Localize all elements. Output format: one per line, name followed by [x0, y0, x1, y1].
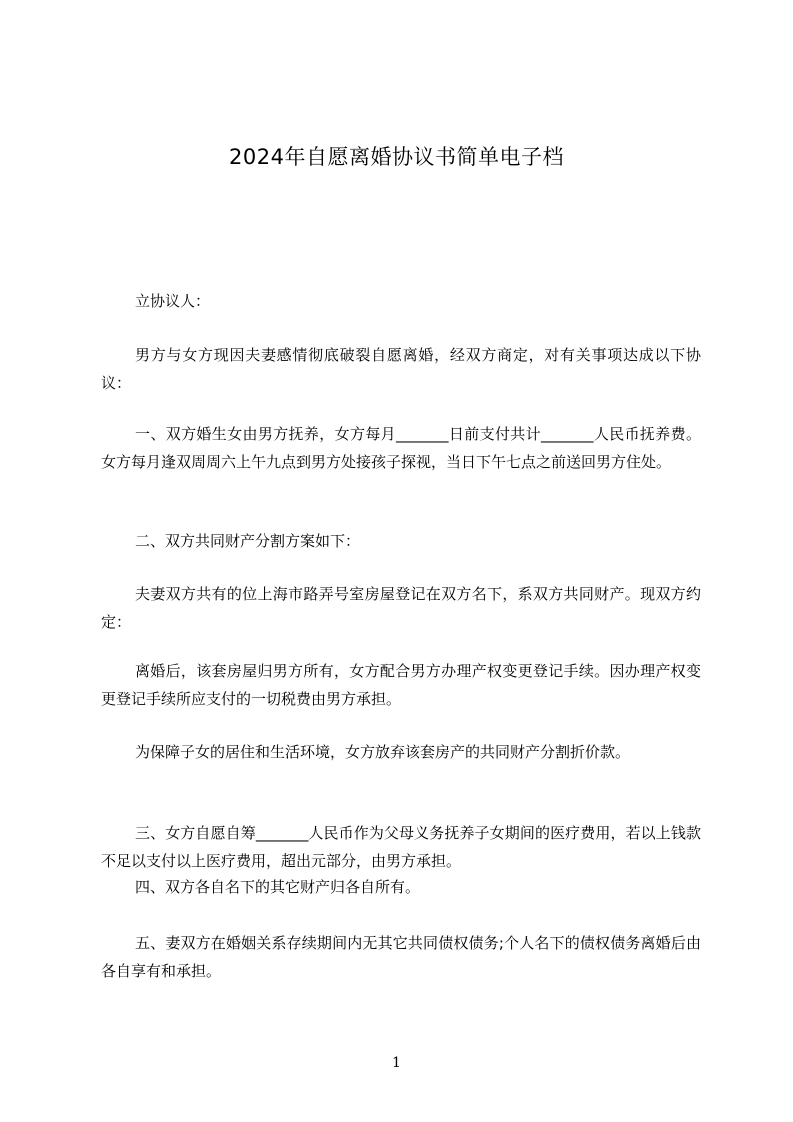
paragraph-intro: 男方与女方现因夫妻感情彻底破裂自愿离婚，经双方商定，对有关事项达成以下协议：	[101, 346, 701, 392]
paragraph-clause-4-other-property: 四、双方各自名下的其它财产归各自所有。	[135, 878, 421, 896]
paragraph-clause-1-custody: 一、双方婚生女由男方抚养，女方每月_______日前支付共计_______人民币抚养费。女方每月逢双周周六上午九点到男方处接孩子探视，当日下午七点之前送回男方住处。	[101, 425, 701, 471]
paragraph-house-ownership: 离婚后，该套房屋归男方所有，女方配合男方办理产权变更登记手续。因办理产权变更登记手续所应支付的一切税费由男方承担。	[101, 662, 701, 708]
paragraph-joint-property: 夫妻双方共有的位上海市路弄号室房屋登记在双方名下，系双方共同财产。现双方约定：	[101, 585, 701, 631]
paragraph-clause-5-debts: 五、妻双方在婚姻关系存续期间内无其它共同债权债务;个人名下的债权债务离婚后由各自享有和承担。	[101, 934, 701, 980]
document-title: 2024年自愿离婚协议书简单电子档	[229, 145, 564, 169]
page-number: 1	[392, 1055, 401, 1071]
paragraph-parties: 立协议人：	[135, 292, 211, 310]
paragraph-clause-3-medical: 三、女方自愿自筹_______人民币作为父母义务抚养子女期间的医疗费用，若以上钱款不足以支付以上医疗费用，超出元部分，由男方承担。	[101, 824, 701, 870]
paragraph-clause-2-heading: 二、双方共同财产分割方案如下：	[135, 532, 361, 550]
paragraph-waiver: 为保障子女的居住和生活环境，女方放弃该套房产的共同财产分割折价款。	[135, 743, 631, 761]
